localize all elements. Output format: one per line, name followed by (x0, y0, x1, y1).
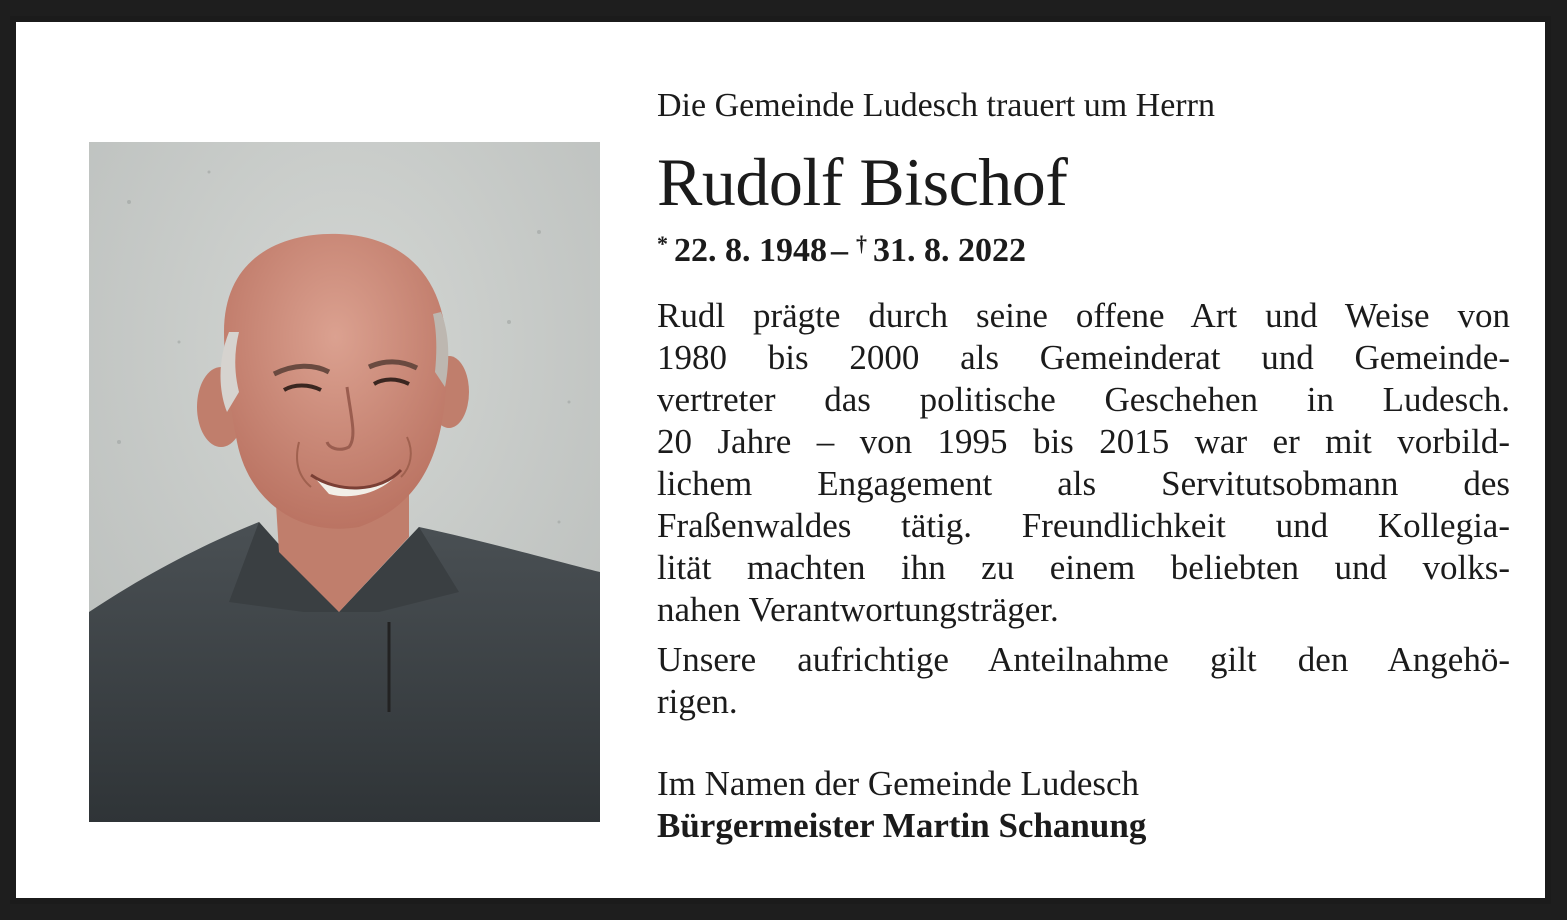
obituary-notice (10, 16, 1551, 904)
tribute-line: 20 Jahre – von 1995 bis 2015 war er mit vorbild- (657, 422, 1510, 461)
condolence-paragraph (657, 639, 1510, 723)
birth-date: 22. 8. 1948 (674, 232, 827, 269)
death-symbol: † (856, 231, 867, 256)
tribute-line: lichem Engagement als Servitutsobmann des (657, 464, 1510, 503)
deceased-name: Rudolf Bischof (657, 144, 1068, 220)
tribute-line: Fraßenwaldes tätig. Freundlichkeit und Kollegia- (657, 506, 1510, 545)
birth-symbol: * (657, 231, 668, 256)
condolence-line: rigen. (657, 682, 738, 721)
tribute-line: 1980 bis 2000 als Gemeinderat und Gemeinde- (657, 338, 1510, 377)
tribute-line: lität machten ihn zu einem beliebten und volks- (657, 548, 1510, 587)
tribute-paragraph (657, 295, 1510, 631)
intro-line: Die Gemeinde Ludesch trauert um Herrn (657, 87, 1215, 124)
tribute-line: vertreter das politische Geschehen in Ludesch. (657, 380, 1510, 419)
tribute-line: nahen Verantwortungsträger. (657, 590, 1059, 629)
life-dates (657, 222, 1510, 273)
on-behalf-line: Im Namen der Gemeinde Ludesch (657, 764, 1140, 803)
signatory-line: Bürgermeister Martin Schanung (657, 806, 1147, 845)
portrait-photo (89, 142, 600, 822)
signature-block (657, 763, 1510, 847)
death-date: 31. 8. 2022 (873, 232, 1026, 269)
date-separator: – (831, 232, 848, 269)
portrait-illustration (89, 142, 600, 822)
condolence-line: Unsere aufrichtige Anteilnahme gilt den Angehö- (657, 640, 1510, 679)
tribute-line: Rudl prägte durch seine offene Art und Weise von (657, 296, 1510, 335)
notice-text (657, 82, 1510, 847)
